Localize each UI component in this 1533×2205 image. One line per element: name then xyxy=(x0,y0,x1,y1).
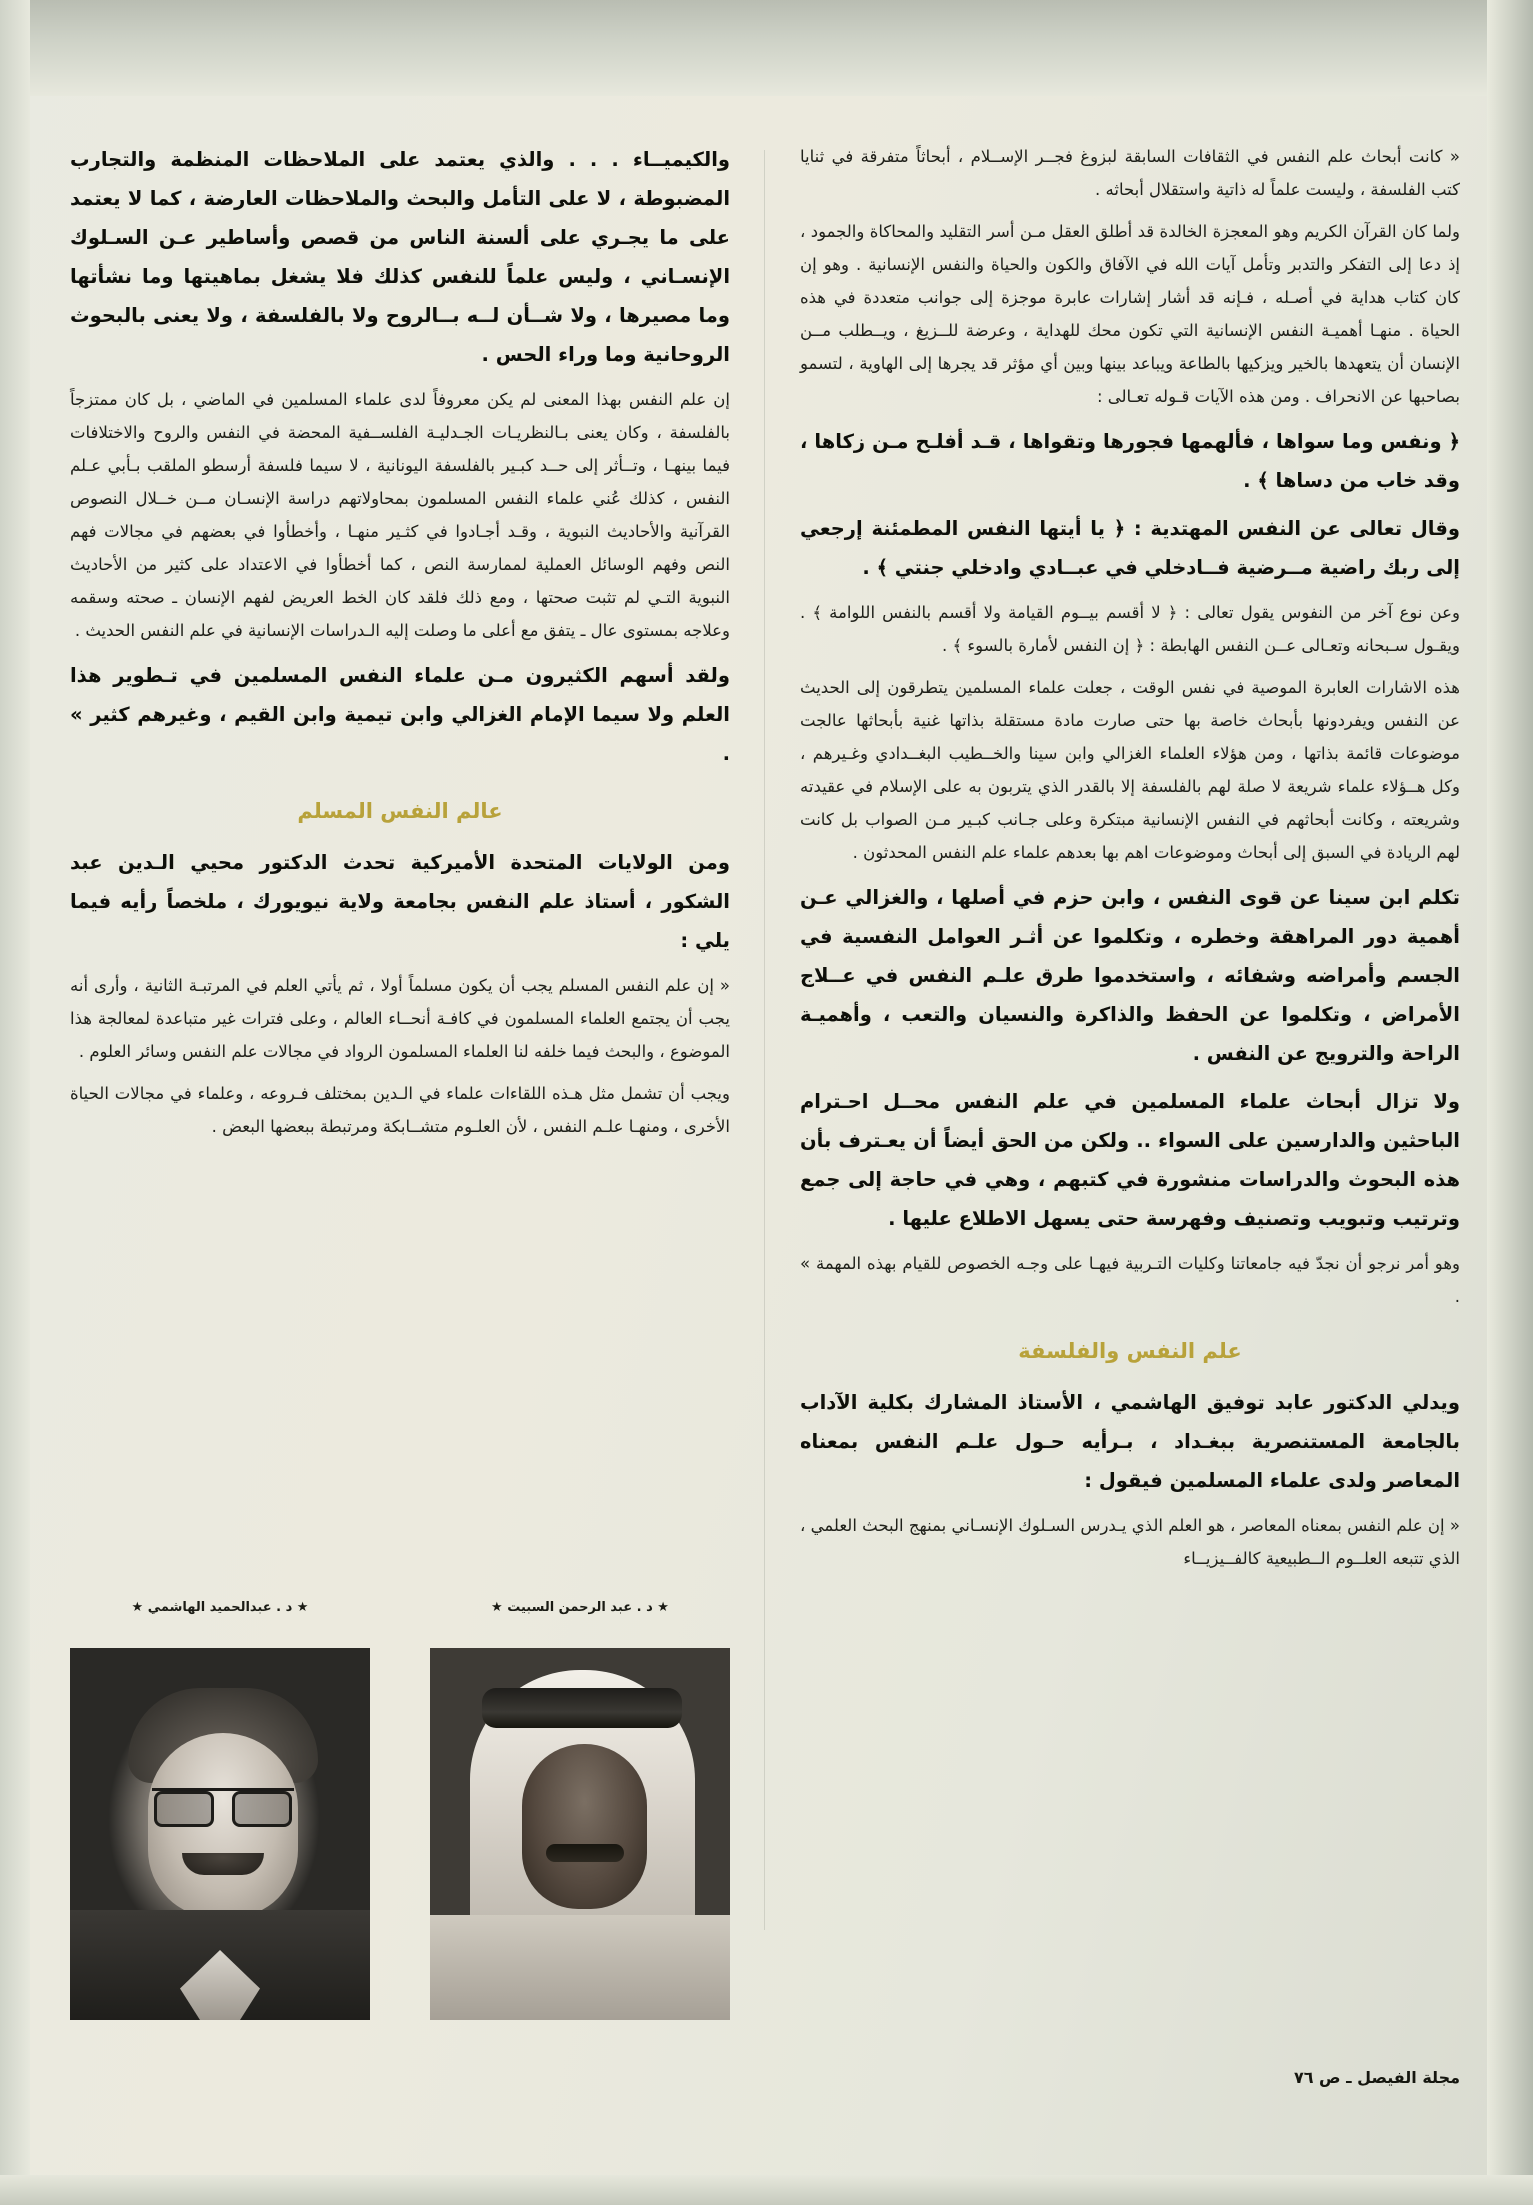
portrait-image xyxy=(70,1648,370,2020)
paragraph: « إن علم النفس المسلم يجب أن يكون مسلماً أولا ، ثم يأتي العلم في المرتبـة الثانية ، وأرى أنه يجب أن يجتمع العلماء المسلمون في كافـة أنحــاء العالم ، وعلى فترات غير متباعدة لمعالجة هذا الموضوع ، والبحث فيما خلفه لنا العلماء المسلمون الرواد في مجالات علم النفس وسائر العلوم . xyxy=(70,976,730,1061)
page-footer: مجلة الفيصل ـ ص ٧٦ xyxy=(1293,2068,1460,2087)
page-edge-right xyxy=(1487,0,1533,2205)
paragraph: وهو أمر نرجو أن نجدّ فيه جامعاتنا وكليات التـربية فيهـا على وجـه الخصوص للقيام بهذه المهمة » . xyxy=(800,1254,1460,1306)
quran-verse: ﴿ ونفس وما سواها ، فألهمها فجورها وتقواها ، قـد أفلـح مـن زكاها ، وقد خاب من دساها ﴾ . xyxy=(800,430,1460,492)
moustache-shape xyxy=(182,1853,264,1875)
column-right xyxy=(800,140,1460,1584)
portrait-gallery xyxy=(70,1600,730,2020)
quran-verse: وقال تعالى عن النفس المهتدية : ﴿ يا أيتها النفس المطمئنة إرجعي إلى ربك راضية مــرضية فــادخلي في عبــادي وادخلي جنتي ﴾ . xyxy=(800,517,1460,579)
page-edge-top xyxy=(0,0,1533,96)
agal-shape xyxy=(482,1688,682,1728)
portrait-photo-abdulrahman xyxy=(430,1648,730,2020)
photo-caption: ★ د . عبدالحميد الهاشمي ★ xyxy=(131,1600,309,1615)
paragraph: ولقد أسهم الكثيرون مـن علماء النفس المسلمين في تـطوير هذا العلم ولا سيما الإمام الغزالي وابن تيمية وابن القيم ، وغيرهم كثير » . xyxy=(70,664,730,765)
paragraph: ولما كان القرآن الكريم وهو المعجزة الخالدة قد أطلق العقل مـن أسر التقليد والمحاكاة والجمود ، إذ دعا إلى التفكر والتدبر وتأمل آيات الله في الآفاق والكون والحياة والنفس الإنسانية . وهو إن كان كتاب هداية في أصـله ، فـإنه قد أشار إشارات عابرة موجزة إلى جوانب متعددة في هذه الحياة . منهـا أهميـة النفس الإنسانية التي تكون محك للهداية ، وعرضة للــزيغ ، ويــطلب مــن الإنسان أن يتعهدها بالخير ويزكيها بالطاعة ويباعد بينها وبين أي مؤثر قد يجرها إلى الهاوية ، لتسمو بصاحبها عن الانحراف . ومن هذه الآيات قـوله تعـالى : xyxy=(800,222,1460,406)
face-shape xyxy=(522,1744,647,1909)
section-heading-muslim-psychologist: عالم النفس المسلم xyxy=(297,799,503,823)
shoulders-shape xyxy=(430,1915,730,2020)
section-heading-psychology-philosophy: علم النفس والفلسفة xyxy=(1018,1339,1242,1363)
moustache-shape xyxy=(546,1844,624,1862)
portrait-image xyxy=(430,1648,730,2020)
paragraph: والكيميــاء . . . والذي يعتمد على الملاحظات المنظمة والتجارب المضبوطة ، لا على التأمل والبحث والملاحظات العارضة ، كما لا يعتمد على ما يجـري على ألسنة الناس من قصص وأساطير عـن السـلوك الإنسـاني ، وليس علماً للنفس كذلك فلا يشغل بماهيتها وما نشأتها وما مصيرها ، ولا شــأن لــه بــالروح ولا بالفلسفة ، ولا يعنى بالبحوث الروحانية وما وراء الحس . xyxy=(70,148,730,366)
portrait-photo-alhashimi xyxy=(70,1648,370,2020)
paragraph: هذه الاشارات العابرة الموصية في نفس الوقت ، جعلت علماء المسلمين يتطرقون إلى الحديث عن النفس ويفردونها بأبحاث خاصة بها حتى صارت مادة مستقلة بذاتها غنية بأبحاثها عالجت موضوعات قائمة بذاتها ، ومن هؤلاء العلماء الغزالي وابن سينا والخــطيب البغــدادي وغـيرهم ، وكل هــؤلاء علماء شريعة لا صلة لهم بالفلسفة إلا بالقدر الذي يتربون به على الإسلام في عقيدته وشريعته ، وكانت أبحاثهم في النفس الإنسانية مبتكرة وعلى جـانب كبـير مـن الصواب بل كانت لهم الريادة في السبق إلى أبحاث وموضوعات اهم بها بعدهم علماء علم النفس المحدثون . xyxy=(800,678,1460,862)
paragraph: ومن الولايات المتحدة الأميركية تحدث الدكتور محيي الـدين عبد الشكور ، أستاذ علم النفس بجامعة ولاية نيويورك ، ملخصاً رأيه فيما يلي : xyxy=(70,851,730,952)
paragraph: وعن نوع آخر من النفوس يقول تعالى : ﴿ لا أقسم بيــوم القيامة ولا أقسم بالنفس اللوامة ﴾ . ويقـول سـبحانه وتعـالى عــن النفس الهابطة : ﴿ إن النفس لأمارة بالسوء ﴾ . xyxy=(800,603,1460,655)
paragraph: ويدلي الدكتور عابد توفيق الهاشمي ، الأستاذ المشارك بكلية الآداب بالجامعة المستنصرية ببغـداد ، بـرأيه حـول علـم النفس بمعناه المعاصر ولدى علماء المسلمين فيقول : xyxy=(800,1391,1460,1492)
page-edge-left xyxy=(0,0,30,2205)
photo-caption: ★ د . عبد الرحمن السبيت ★ xyxy=(491,1600,669,1615)
paragraph: « كانت أبحاث علم النفس في الثقافات السابقة لبزوغ فجــر الإســلام ، أبحاثاً متفرقة في ثنايا كتب الفلسفة ، وليست علماً له ذاتية واستقلال أبحاثه . xyxy=(800,147,1460,199)
page-edge-bottom xyxy=(0,2175,1533,2205)
paragraph: ولا تزال أبحاث علماء المسلمين في علم النفس محــل احـترام الباحثين والدارسين على السواء .. ولكن من الحق أيضاً أن يعـترف بأن هذه البحوث والدراسات منشورة في كتبهم ، وهي في حاجة إلى جمع وترتيب وتبويب وتصنيف وفهرسة حتى يسهل الاطلاع عليها . xyxy=(800,1090,1460,1230)
paragraph: « إن علم النفس بمعناه المعاصر ، هو العلم الذي يـدرس السـلوك الإنسـاني بمنهج البحث العلمي ، الذي تتبعه العلــوم الــطبيعية كالفــيزيــاء xyxy=(800,1516,1460,1568)
paragraph: ويجب أن تشمل مثل هـذه اللقاءات علماء في الـدين بمختلف فـروعه ، وعلماء في مجالات الحياة الأخرى ، ومنهـا علـم النفس ، لأن العلـوم متشــابكة ومرتبطة ببعضها البعض . xyxy=(70,1084,730,1136)
column-left xyxy=(70,140,730,1152)
paragraph: إن علم النفس بهذا المعنى لم يكن معروفاً لدى علماء المسلمين في الماضي ، بل كان ممتزجاً بالفلسفة ، وكان يعنى بـالنظريـات الجـدليـة الفلســفية المحضة في النفس والروح والاختلافات فيما بينهـا ، وتــأثر إلى حــد كبـير بالفلسفة اليونانية ، لا سيما فلسفة أرسطو الملقب بـأبي عـلم النفس ، كذلك عُني علماء النفس المسلمون بمحاولاتهم دراسة الإنسـان مــن خــلال النصوص القرآنية والأحاديث النبوية ، وقـد أجـادوا في كثـير منهـا ، وأخطأوا في بعضهم في مجالات فهم النص وفهم الوسائل العملية لممارسة النص ، كما أخطأوا في الاعتداد على كثير من الأحاديث النبوية التـي لم تثبت صحتها ، ومع ذلك فلقد كان الخط العريض لفهم الإنسان ـ صحته وسقمه وعلاجه بمستوى عال ـ يتفق مع أعلى ما وصلت إليه الـدراسات الإنسانية في علم النفس الحديث . xyxy=(70,390,730,640)
page-content xyxy=(40,100,1490,2105)
glasses-icon xyxy=(152,1788,294,1825)
paragraph: تكلم ابن سينا عن قوى النفس ، وابن حزم في أصلها ، والغزالي عـن أهمية دور المراهقة وخطره ، وتكلموا عن أثـر العوامل النفسية في الجسم وأمراضه وشفائه ، واستخدموا طرق علـم النفس في عــلاج الأمراض ، وتكلموا عن الحفظ والذاكرة والنسيان والتعب ، وأهميـة الراحة والترويج عن النفس . xyxy=(800,886,1460,1065)
column-divider xyxy=(764,150,765,1930)
